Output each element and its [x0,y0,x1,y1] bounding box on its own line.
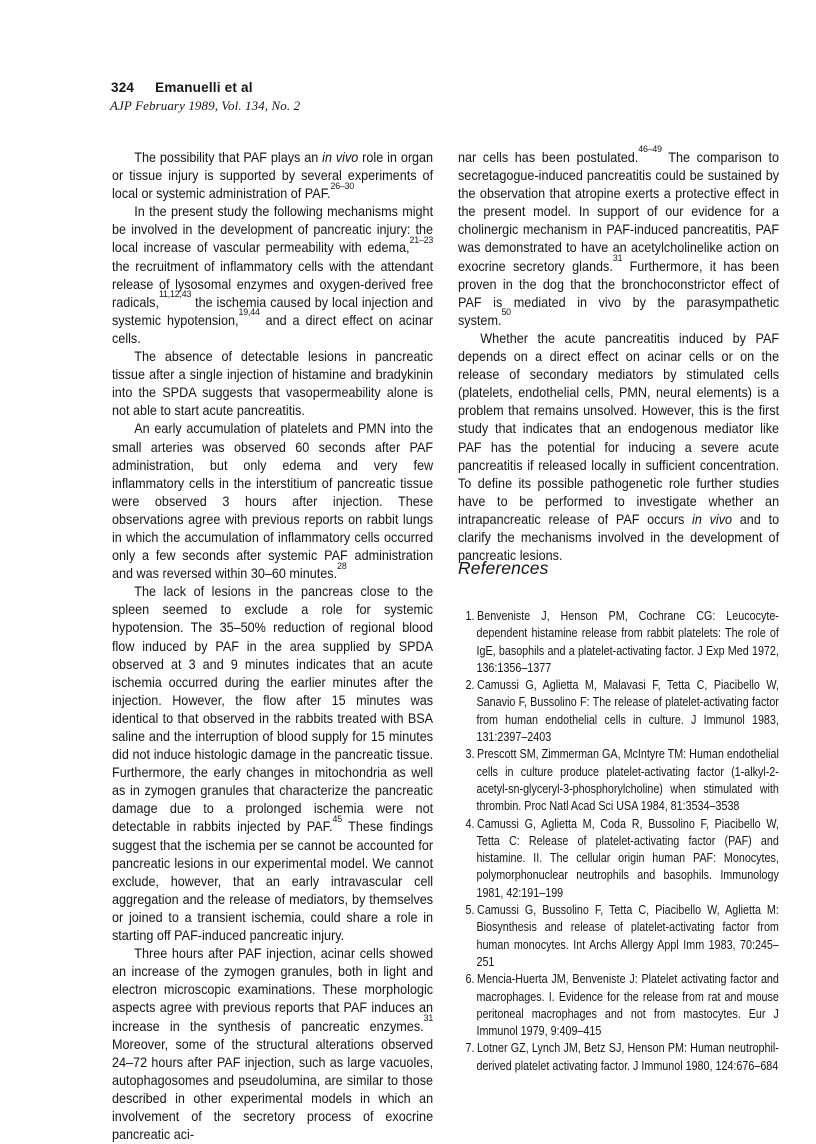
right-column [458,144,780,565]
reference-item [466,607,779,676]
journal-citation: AJP February 1989, Vol. 134, No. 2 [110,98,301,113]
reference-text: Benveniste J, Henson PM, Cochrane CG: Leucocyte-dependent histamine release from rabbit platelets: The role of IgE, basophils and a platelet-activating factor. J Exp Med 1972, 136:1356–1377 [476,608,779,675]
reference-number: 6. [465,971,475,987]
running-head [111,80,253,95]
body-paragraph: In the present study the following mechanisms might be involved in the development of pancreatic injury: the local increase of vascular permeability with edema,$^{21-23}$ the recruitment of inflammatory cells with the attendant release of lysosomal enzymes and oxygen-derived free radicals,$^{11,12,43}$ the ischemia caused by local injection and systemic hypotension,$^{19,44}$ and a direct effect on acinar cells. [112,204,434,346]
body-paragraph: Whether the acute pancreatitis induced by PAF depends on a direct effect on acinar cells or on the release of secondary mediators by stimulated cells (platelets, endothelial cells, PMN, neural elements) is a problem that remains unsolved. However, this is the first study that indicates that an endogenous mediator like PAF has the potential for inducing a severe acute pancreatitis if released locally in sufficient concentration. To define its possible pathogenetic role further studies have to be performed to investigate whether an intrapancreatic release of PAF occurs in vivo and to clarify the mechanisms involved in the development of pancreatic lesions. [458,330,780,564]
reference-item [466,815,779,901]
reference-number: 4. [465,815,475,831]
reference-text: Prescott SM, Zimmerman GA, McIntyre TM: Human endothelial cells in culture produce platelet-activating factor (1-alkyl-2-acetyl-sn-glyceryl-3-phosphorylcholine) when stimulated with thrombin. Proc Natl Acad Sci USA 1984, 81:3534–3538 [476,746,779,814]
reference-text: Mencia-Huerta JM, Benveniste J: Platelet activating factor and macrophages. I. Evidence for the release from rat and mouse peritoneal macrophages and not from mastocytes. Eur J Immunol 1979, 9:409–415 [476,971,779,1039]
reference-number: 7. [465,1040,475,1056]
reference-number: 5. [465,902,475,918]
reference-text: Camussi G, Aglietta M, Malavasi F, Tetta C, Piacibello W, Sanavio F, Bussolino F: The release of platelet-activating factor from human endothelial cells in culture. J Immunol 1983, 131:2397–2403 [476,677,779,745]
reference-number: 2. [465,677,475,693]
reference-text: Camussi G, Aglietta M, Coda R, Bussolino F, Piacibello W, Tetta C: Release of platelet-activating factor (PAF) and histamine. II. The cellular origin human PAF: Monocytes, polymorphonuclear neutrophils and basophils. Immunology 1981, 42:191–199 [476,815,779,900]
body-paragraph: Three hours after PAF injection, acinar cells showed an increase of the zymogen granules, both in light and electron microscopic examinations. These morphologic aspects agree with previous reports that PAF induces an increase in the synthesis of pancreatic enzymes.$^{31}$ Moreover, some of the structural alterations observed 24–72 hours after PAF injection, such as large vacuoles, autophagosomes and pseudolumina, are similar to those described in other experimental models in which an involvement of the secretory process of exocrine pancreatic aci- [112,946,434,1143]
reference-item [466,970,779,1039]
body-paragraph: The absence of detectable lesions in pancreatic tissue after a single injection of histamine and bradykinin into the SPDA suggests that vasopermeability alone is not able to start acute pancreatitis. [112,349,434,419]
running-authors: Emanuelli et al [155,80,253,95]
reference-item [466,676,779,745]
reference-item [466,1039,779,1074]
reference-number: 1. [465,608,475,623]
body-paragraph: The possibility that PAF plays an in vivo role in organ or tissue injury is supported by several experiments of local or systemic administration of PAF.$^{26-30}$ [112,150,434,202]
left-column [112,149,433,1144]
references-heading: References [458,558,549,578]
references-list [458,607,779,1074]
reference-text: Lotner GZ, Lynch JM, Betz SJ, Henson PM: Human neutrophil-derived platelet activating factor. J Immunol 1980, 124:676–684 [476,1040,779,1073]
body-paragraph: nar cells has been postulated.$^{46-49}$ The comparison to secretagogue-induced pancreatitis could be sustained by the observation that atropine exerts a protective effect in the present model. In support of our evidence for a cholinergic mechanism in PAF-induced pancreatitis, PAF was demonstrated to have an acetylcholinelike action on exocrine secretory glands.$^{31}$ Furthermore, it has been proven in the dog that the bronchoconstrictor effect of PAF is mediated in vivo by the parasympathetic system.$^{50}$ [458,144,780,328]
page-number: 324 [111,80,135,95]
body-paragraph: The lack of lesions in the pancreas close to the spleen seemed to exclude a role for systemic hypotension. The 35–50% reduction of regional blood flow induced by PAF in the area supplied by SPDA observed at 3 and 9 minutes indicates that an acute ischemia occurred during the earlier minutes after the injection. However, the flow after 15 minutes was identical to that observed in the rabbits treated with BSA saline and the interruption of blood supply for 15 minutes did not induce histologic damage in the pancreatic tissue. Furthermore, the early changes in mitochondria as well as in zymogen granules that characterize the pancreatic damage due to a prolonged ischemia were not detectable in rabbits injected by PAF.$^{45}$ These findings suggest that the ischemia per se cannot be accounted for pancreatic lesions in our experimental model. We cannot exclude, however, that an early intravascular cell aggregation and the release of mediators, by themselves or joined to a transient ischemia, could share a role in starting off PAF-induced pancreatic injury. [112,584,434,944]
body-paragraph: An early accumulation of platelets and PMN into the small arteries was observed 60 seconds after PAF administration, but only edema and very few inflammatory cells in the interstitium of pancreatic tissue were observed 3 hours after injection. These observations agree with previous reports on rabbit lungs in which the accumulation of inflammatory cells occurred only a few seconds after systemic PAF administration and was reversed within 30–60 minutes.$^{28}$ [112,421,434,582]
reference-text: Camussi G, Bussolino F, Tetta C, Piacibello W, Aglietta M: Biosynthesis and release of platelet-activating factor from human monocytes. Int Archs Allergy Appl Imm 1983, 70:245–251 [476,902,779,969]
reference-item [466,745,779,814]
reference-item [466,901,779,970]
reference-number: 3. [465,746,475,762]
